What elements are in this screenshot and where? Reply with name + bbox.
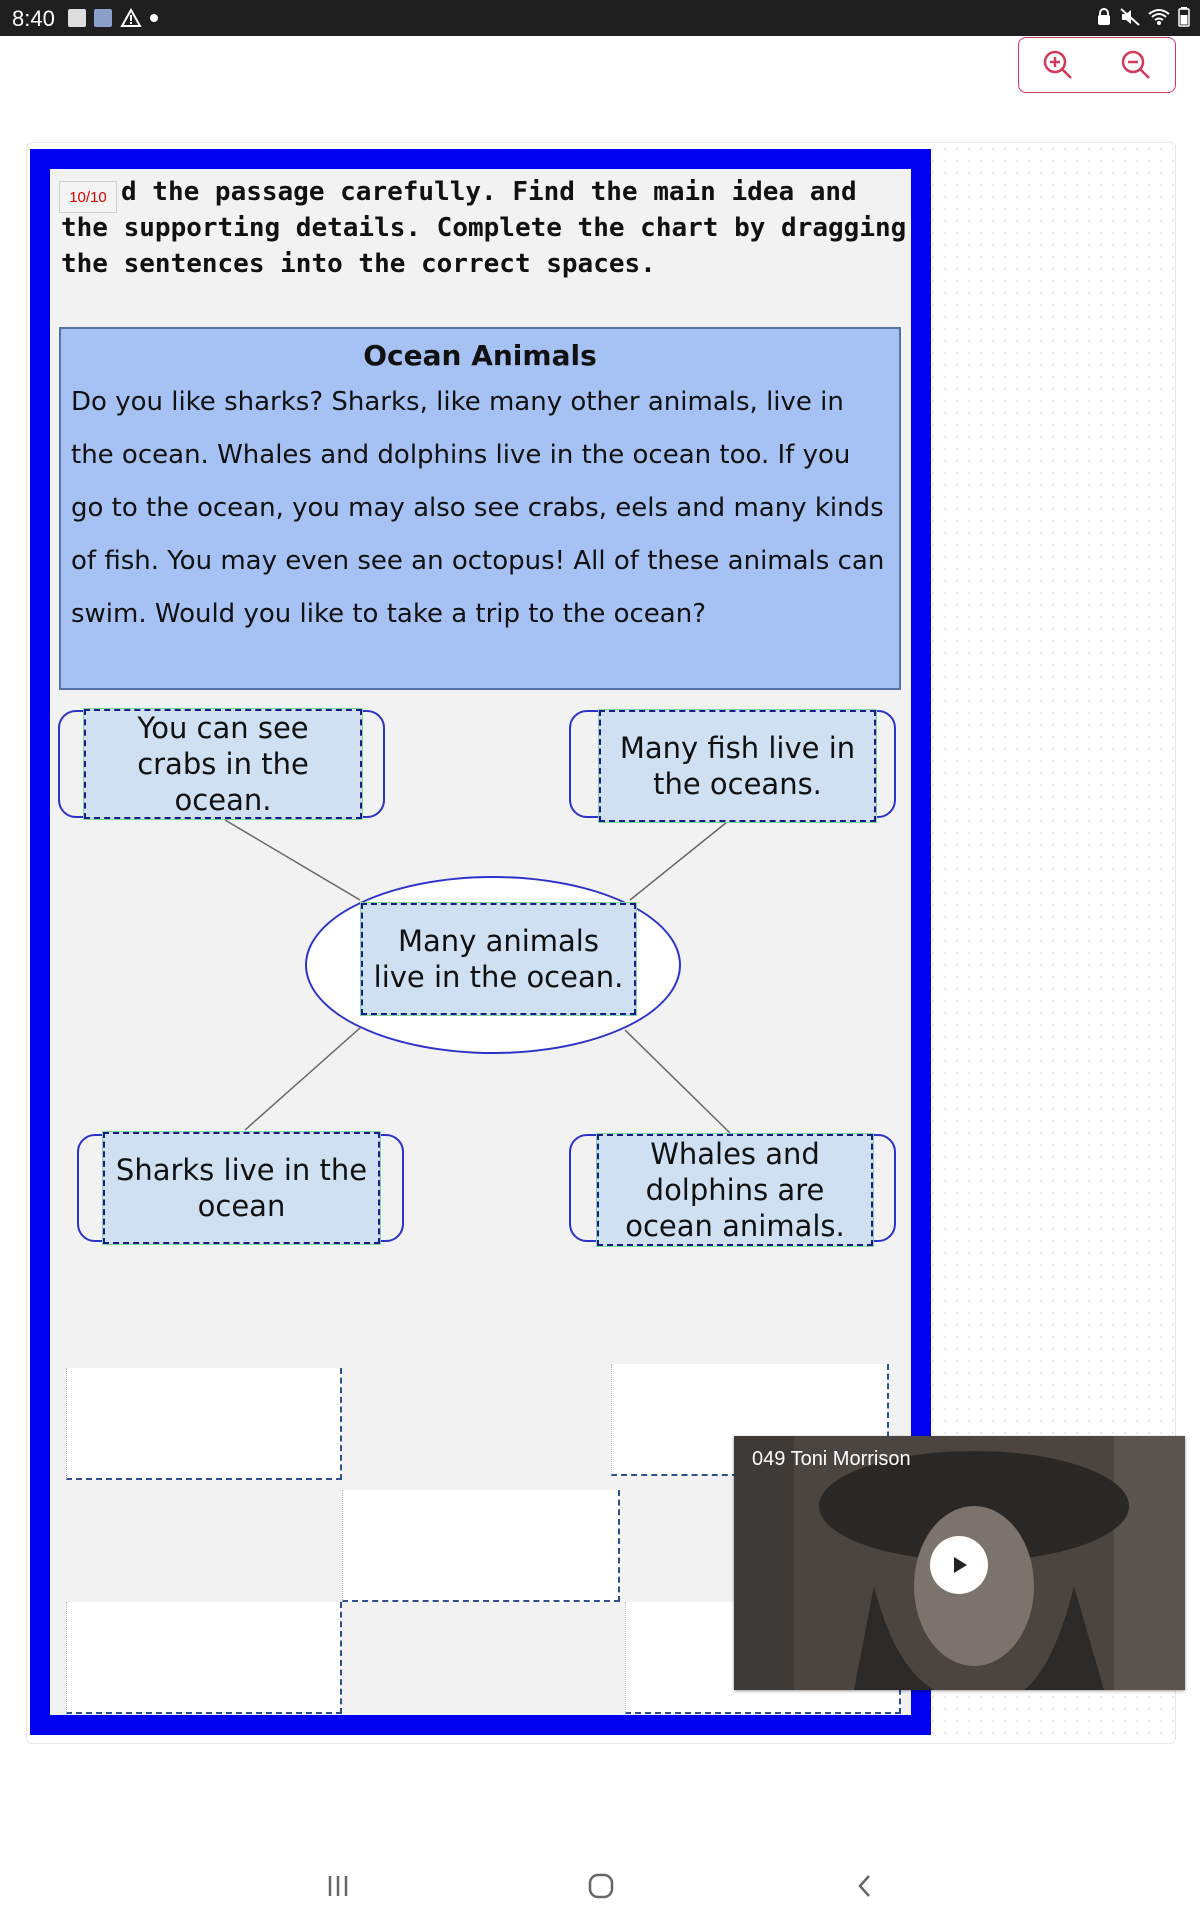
sentence-tile-fish[interactable] — [599, 710, 876, 822]
sentence-tile-whales[interactable] — [597, 1134, 873, 1246]
sentence-tile-sharks[interactable] — [103, 1132, 380, 1244]
back-icon — [853, 1872, 877, 1900]
play-button[interactable] — [930, 1536, 988, 1594]
sentence-tile-sharks-text: Sharks live in the ocean — [115, 1153, 368, 1223]
status-time: 8:40 — [12, 6, 55, 31]
instructions-text: d the passage carefully. Find the main idea and the supporting details. Complete the chart by dragging the sentences into the correct spaces. — [61, 177, 907, 279]
play-icon — [947, 1553, 971, 1577]
back-button[interactable] — [843, 1864, 887, 1908]
drop-zone-4[interactable] — [66, 1602, 342, 1714]
sentence-tile-crabs-text: You can see crabs in the ocean. — [137, 711, 309, 817]
floating-video-player[interactable] — [734, 1436, 1185, 1690]
navigation-bar — [0, 1850, 1200, 1920]
passage-body: Do you like sharks? Sharks, like many other animals, live in the ocean. Whales and dolphins live in the ocean too. If you go to the ocean, you may also see crabs, eels and many kinds of fish. You may even see an octopus! All of these animals can swim. Would you like to take a trip to the ocean? — [71, 387, 885, 629]
drop-zone-1[interactable] — [66, 1368, 342, 1480]
score-badge: 10/10 — [59, 181, 117, 213]
sentence-tile-whales-text: Whales and dolphins are ocean animals. — [625, 1137, 845, 1243]
sentence-tile-crabs[interactable] — [84, 709, 362, 819]
drop-zone-3[interactable] — [342, 1490, 620, 1602]
sentence-tile-fish-text: Many fish live in the oceans. — [619, 731, 856, 801]
video-title: 049 Toni Morrison — [752, 1448, 911, 1470]
home-icon — [587, 1872, 615, 1900]
sentence-tile-main-idea[interactable] — [361, 903, 636, 1015]
home-button[interactable] — [579, 1864, 623, 1908]
recent-apps-icon — [324, 1873, 352, 1899]
recent-apps-button[interactable] — [316, 1864, 360, 1908]
sentence-tile-main-idea-text: Many animals live in the ocean. — [373, 924, 624, 994]
passage-title: Ocean Animals — [363, 339, 597, 372]
